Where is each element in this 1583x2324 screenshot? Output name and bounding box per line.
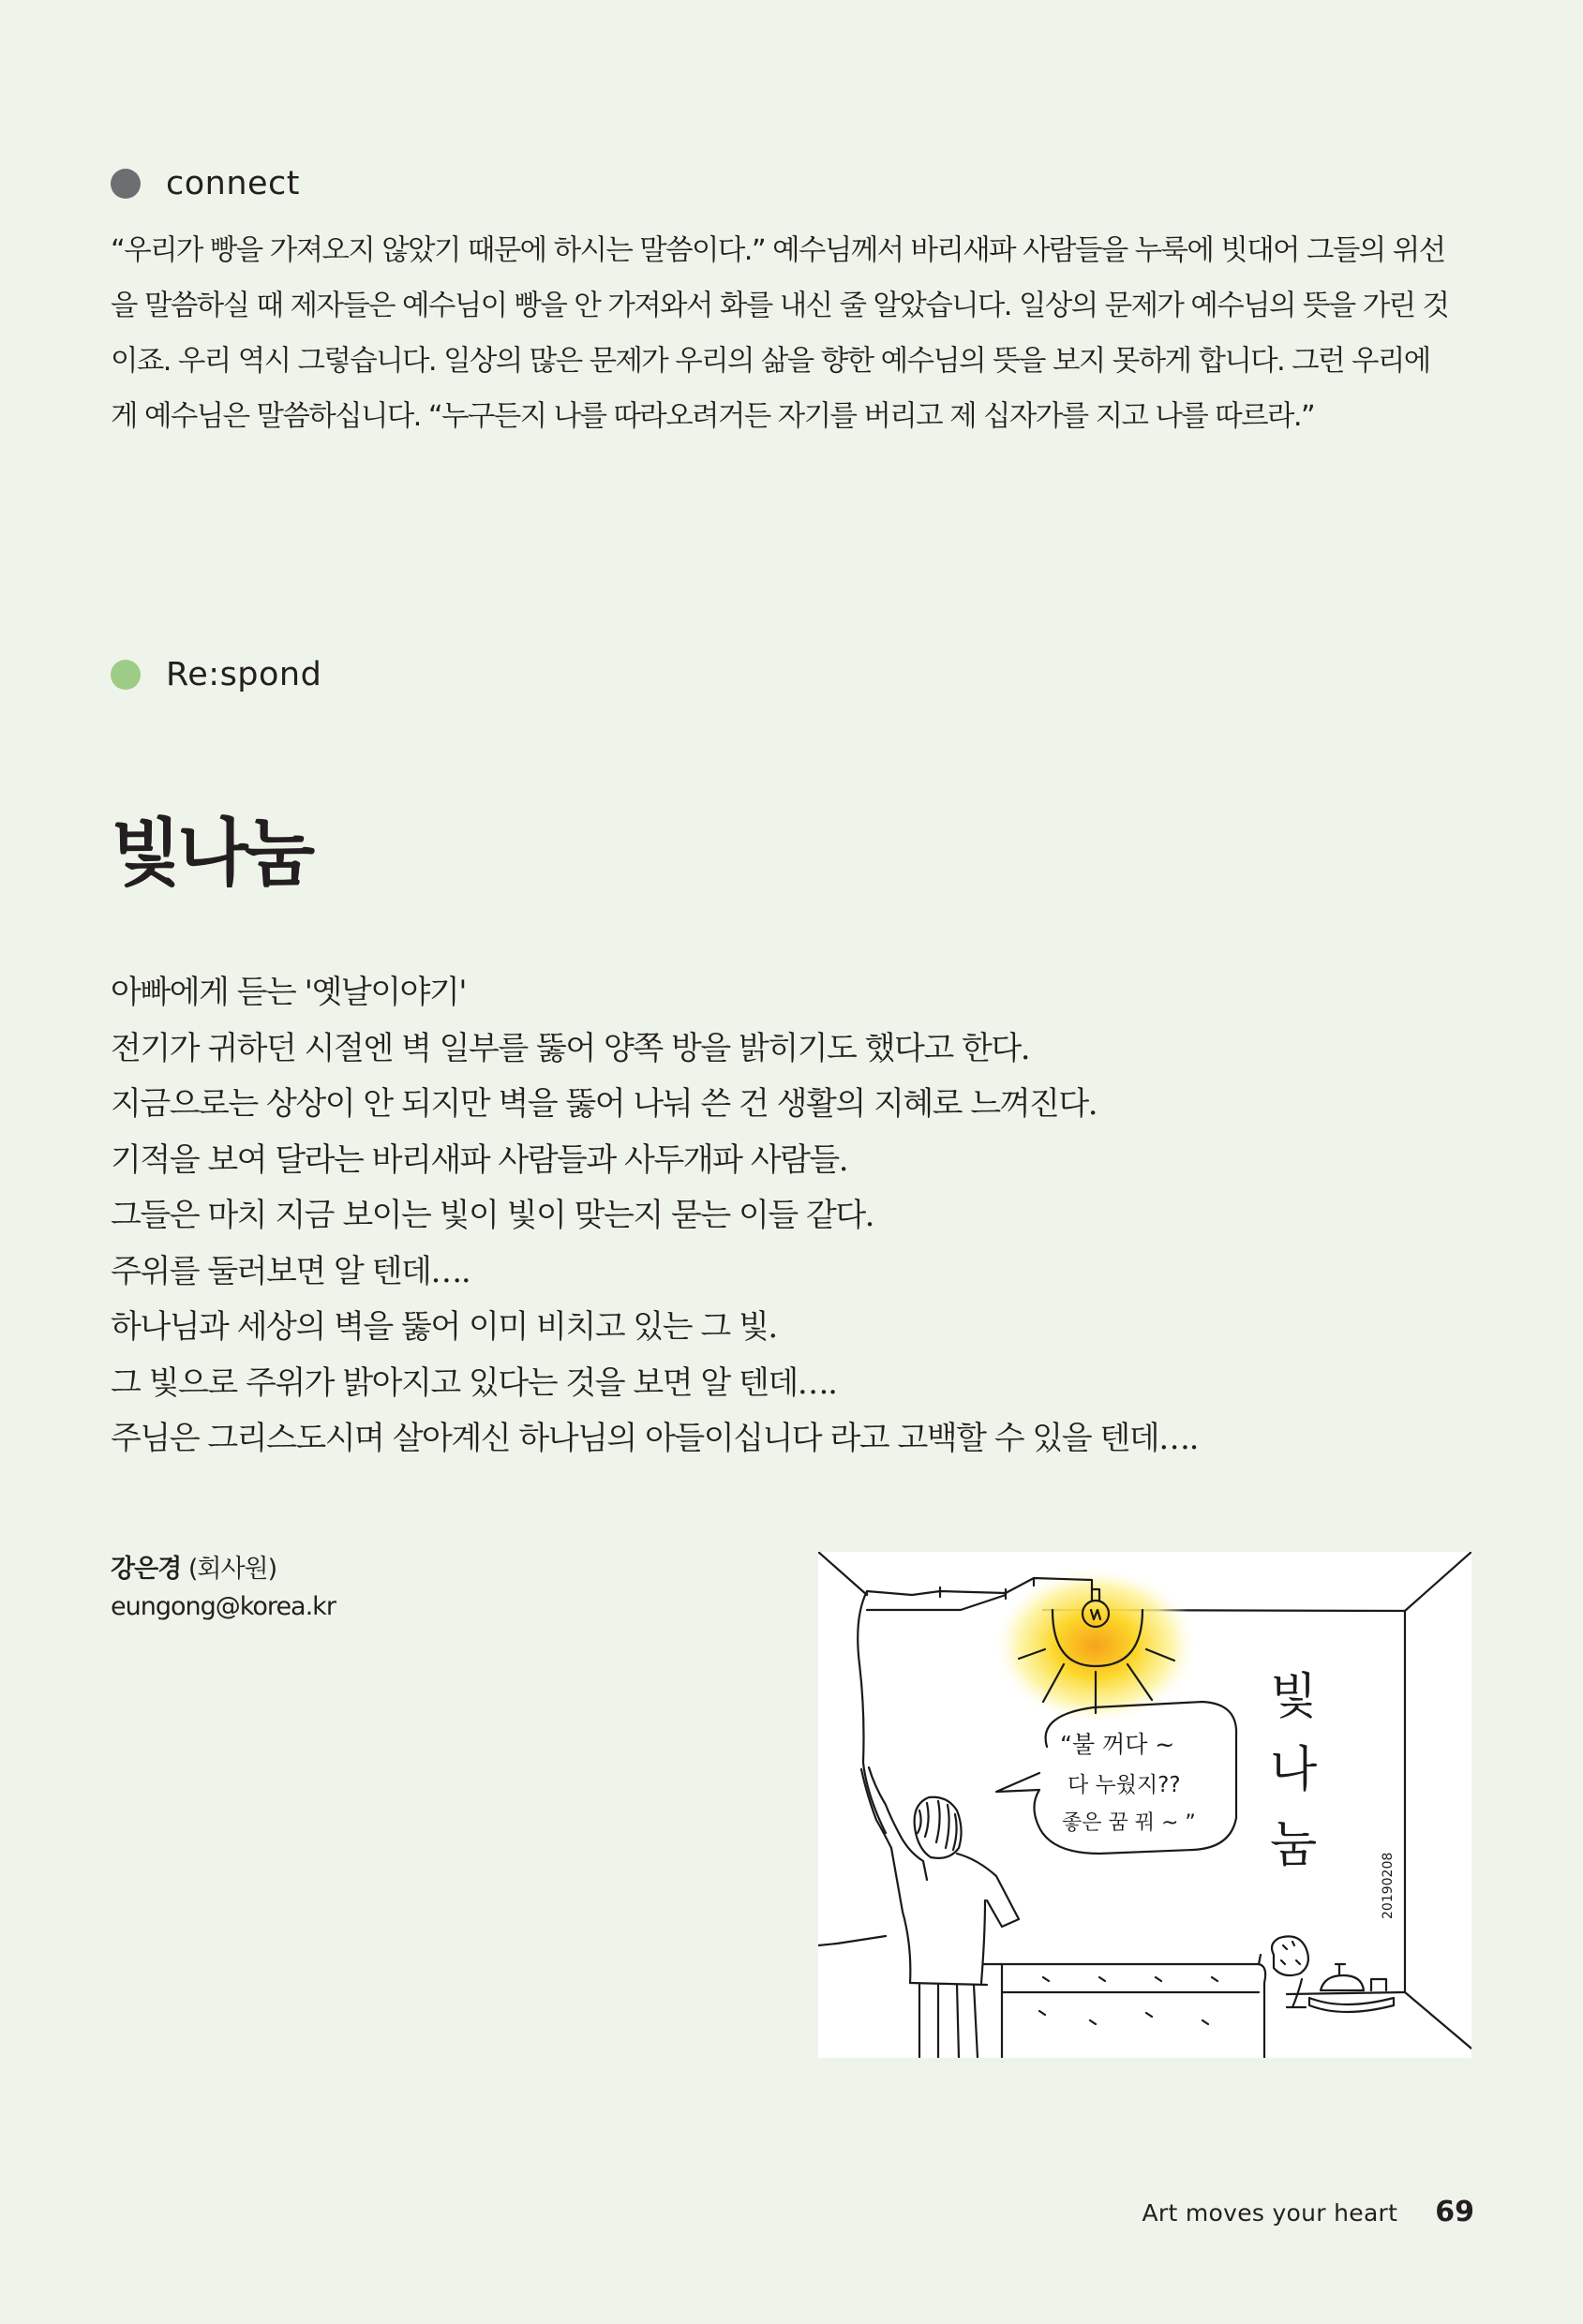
connect-line: 이죠. 우리 역시 그렇습니다. 일상의 많은 문제가 우리의 삶을 향한 예수님의 뜻을 보지 못하게 합니다. 그런 우리에 — [111, 345, 1430, 378]
illustration-drawing — [818, 1552, 1471, 2058]
connect-paragraph — [111, 223, 1479, 444]
article-title: 빛나눔 — [111, 812, 312, 896]
poem-line: 주님은 그리스도시며 살아계신 하나님의 아들이십니다 라고 고백할 수 있을 텐데…. — [111, 1420, 1198, 1457]
vertical-title-char: 나 — [1270, 1742, 1318, 1798]
author-email[interactable]: eungong@korea.kr — [111, 1592, 336, 1621]
poem-line: 그 빛으로 주위가 밝아지고 있다는 것을 보면 알 텐데…. — [111, 1363, 837, 1402]
connect-line: 을 말씀하실 때 제자들은 예수님이 빵을 안 가져와서 화를 내신 줄 알았습니다. 일상의 문제가 예수님의 뜻을 가린 것 — [111, 290, 1449, 322]
speech-line: “불 꺼다 ~ — [1060, 1731, 1175, 1758]
connect-line: “우리가 빵을 가져오지 않았기 때문에 하시는 말씀이다.” 예수님께서 바리새파 사람들을 누룩에 빗대어 그들의 위선 — [111, 234, 1445, 267]
poem-line: 하나님과 세상의 벽을 뚫어 이미 비치고 있는 그 빛. — [111, 1308, 777, 1346]
author-role: (회사원) — [187, 1555, 277, 1584]
poem-line: 지금으로는 상상이 안 되지만 벽을 뚫어 나눠 쓴 건 생활의 지혜로 느껴진다. — [111, 1085, 1098, 1123]
connect-line: 게 예수님은 말씀하십니다. “누구든지 나를 따라오려거든 자기를 버리고 제 십자가를 지고 나를 따르라.” — [111, 400, 1315, 433]
green-bullet-icon — [111, 660, 141, 690]
poem-line: 그들은 마치 지금 보이는 빛이 빛이 맞는지 묻는 이들 같다. — [111, 1197, 874, 1234]
poem-line: 기적을 보여 달라는 바리새파 사람들과 사두개파 사람들. — [111, 1140, 848, 1179]
vertical-title-char: 빛 — [1270, 1669, 1318, 1725]
page-footer — [1142, 2196, 1474, 2228]
date-stamp: 20190208 — [1381, 1852, 1396, 1919]
author-block — [111, 1551, 336, 1626]
footer-tagline: Art moves your heart — [1142, 2199, 1398, 2227]
speech-line: 다 누웠지?? — [1068, 1773, 1181, 1797]
page-number: 69 — [1435, 2196, 1474, 2228]
poem-line: 전기가 귀하던 시절엔 벽 일부를 뚫어 양쪽 방을 밝히기도 했다고 한다. — [111, 1029, 1030, 1067]
section-connect-label: connect — [166, 165, 301, 202]
poem-line: 아빠에게 듣는 '옛날이야기' — [111, 974, 467, 1011]
poem-line: 주위를 둘러보면 알 텐데…. — [111, 1252, 470, 1290]
speech-line: 좋은 꿈 꿔 ~ ” — [1062, 1811, 1196, 1835]
vertical-title-char: 눔 — [1270, 1817, 1318, 1873]
poem — [111, 965, 1423, 1467]
section-connect-header — [111, 165, 300, 202]
author-name: 강은경 — [111, 1555, 182, 1584]
section-respond-label: Re:spond — [166, 656, 322, 693]
gray-bullet-icon — [111, 169, 141, 199]
section-respond-header — [111, 656, 321, 693]
